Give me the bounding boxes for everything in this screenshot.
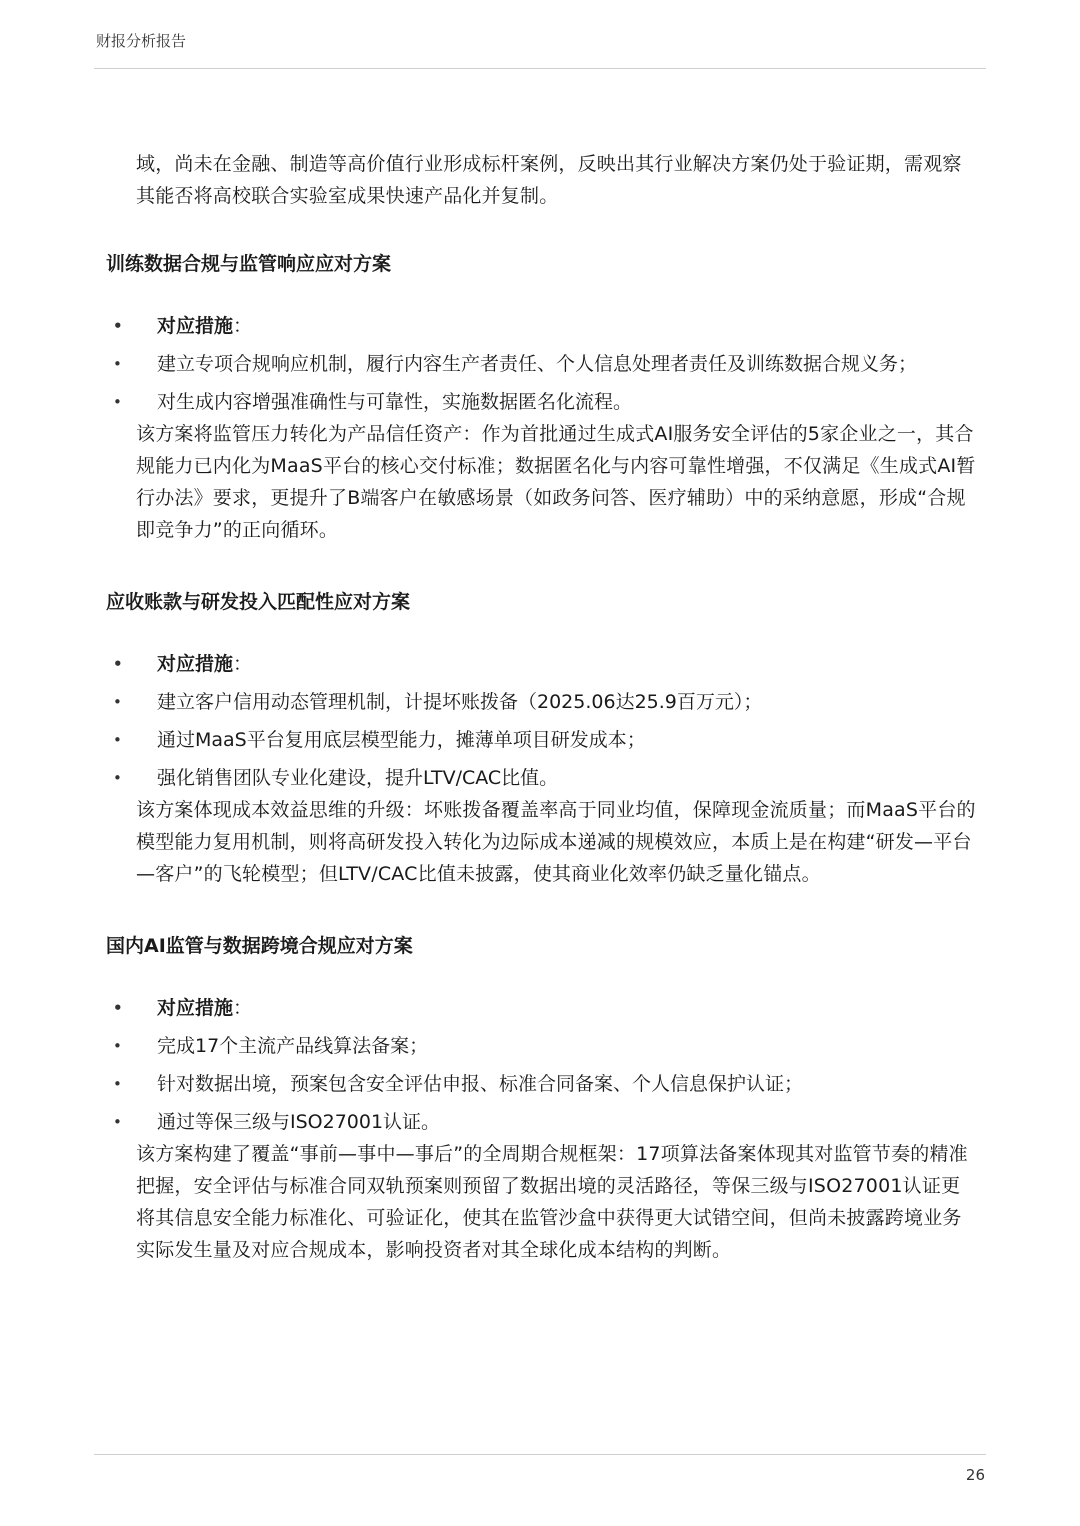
- list-item: [106, 992, 980, 1030]
- list-item: [106, 1030, 980, 1068]
- measure-text: 完成17个主流产品线算法备案；: [157, 1035, 429, 1057]
- bullet-icon: •: [113, 317, 123, 335]
- bullet-icon: •: [113, 655, 123, 673]
- intro-paragraph: 域，尚未在金融、制造等高价值行业形成标杆案例，反映出其行业解决方案仍处于验证期，需观察其能否将高校联合实验室成果快速产品化并复制。: [136, 153, 962, 207]
- list-item: [106, 1106, 980, 1138]
- header-divider: [94, 68, 986, 69]
- measure-text: 对生成内容增强准确性与可靠性，实施数据匿名化流程。: [157, 391, 633, 413]
- measure-text: 建立客户信用动态管理机制，计提坏账拨备（2025.06达25.9百万元）；: [157, 691, 763, 713]
- list-item: [106, 348, 980, 386]
- measures-colon: ：: [233, 997, 253, 1019]
- list-item: [106, 386, 980, 418]
- list-item: [106, 686, 980, 724]
- list-item: [106, 1068, 980, 1106]
- measures-label: 对应措施: [157, 653, 234, 675]
- measure-text: 强化销售团队专业化建设，提升LTV/CAC比值。: [157, 767, 559, 789]
- page-number: 26: [965, 1466, 985, 1484]
- bullet-icon: •: [113, 355, 122, 373]
- page-content: [106, 148, 980, 1266]
- measures-list: [106, 310, 980, 418]
- list-item: [106, 310, 980, 348]
- bullet-icon: •: [113, 769, 122, 787]
- measure-text: 针对数据出境，预案包含安全评估申报、标准合同备案、个人信息保护认证；: [157, 1073, 804, 1095]
- bullet-icon: •: [113, 1075, 122, 1093]
- measures-list: [106, 992, 980, 1138]
- bullet-icon: •: [113, 731, 122, 749]
- bullet-icon: •: [113, 693, 122, 711]
- list-item: [106, 724, 980, 762]
- analysis-paragraph: 该方案构建了覆盖“事前—事中—事后”的全周期合规框架：17项算法备案体现其对监管节奏的精准把握，安全评估与标准合同双轨预案则预留了数据出境的灵活路径，等保三级与ISO27001认证更将其信息安全能力标准化、可验证化，使其在监管沙盒中获得更大试错空间，但尚未披露跨境业务实际发生量及对应合规成本，影响投资者对其全球化成本结构的判断。: [136, 1143, 968, 1261]
- report-title: 财报分析报告: [96, 32, 187, 50]
- list-item: [106, 762, 980, 794]
- bullet-icon: •: [113, 999, 123, 1017]
- measure-text: 通过MaaS平台复用底层模型能力，摊薄单项目研发成本；: [157, 729, 646, 751]
- measure-text: 通过等保三级与ISO27001认证。: [157, 1111, 441, 1133]
- section-ai-regulation-cross-border: [106, 930, 980, 1266]
- footer-divider: [94, 1454, 986, 1455]
- measures-colon: ：: [233, 653, 253, 675]
- bullet-icon: •: [113, 1037, 122, 1055]
- measures-list: [106, 648, 980, 794]
- measures-colon: ：: [233, 315, 253, 337]
- section-training-data-compliance: [106, 248, 980, 546]
- section-receivables-rd: [106, 586, 980, 890]
- analysis-paragraph: 该方案体现成本效益思维的升级：坏账拨备覆盖率高于同业均值，保障现金流质量；而MaaS平台的模型能力复用机制，则将高研发投入转化为边际成本递减的规模效应，本质上是在构建“研发—平台—客户”的飞轮模型；但LTV/CAC比值未披露，使其商业化效率仍缺乏量化锚点。: [136, 799, 976, 885]
- measure-text: 建立专项合规响应机制，履行内容生产者责任、个人信息处理者责任及训练数据合规义务；: [157, 353, 918, 375]
- section-heading: 国内AI监管与数据跨境合规应对方案: [106, 935, 413, 957]
- measures-label: 对应措施: [157, 315, 234, 337]
- section-heading: 应收账款与研发投入匹配性应对方案: [106, 591, 411, 613]
- bullet-icon: •: [113, 1113, 122, 1131]
- bullet-icon: •: [113, 393, 122, 411]
- analysis-paragraph: 该方案将监管压力转化为产品信任资产：作为首批通过生成式AI服务安全评估的5家企业之一，其合规能力已内化为MaaS平台的核心交付标准；数据匿名化与内容可靠性增强，不仅满足《生成式AI暂行办法》要求，更提升了B端客户在敏感场景（如政务问答、医疗辅助）中的采纳意愿，形成“合规即竞争力”的正向循环。: [136, 423, 976, 541]
- measures-label: 对应措施: [157, 997, 234, 1019]
- section-heading: 训练数据合规与监管响应应对方案: [106, 253, 392, 275]
- list-item: [106, 648, 980, 686]
